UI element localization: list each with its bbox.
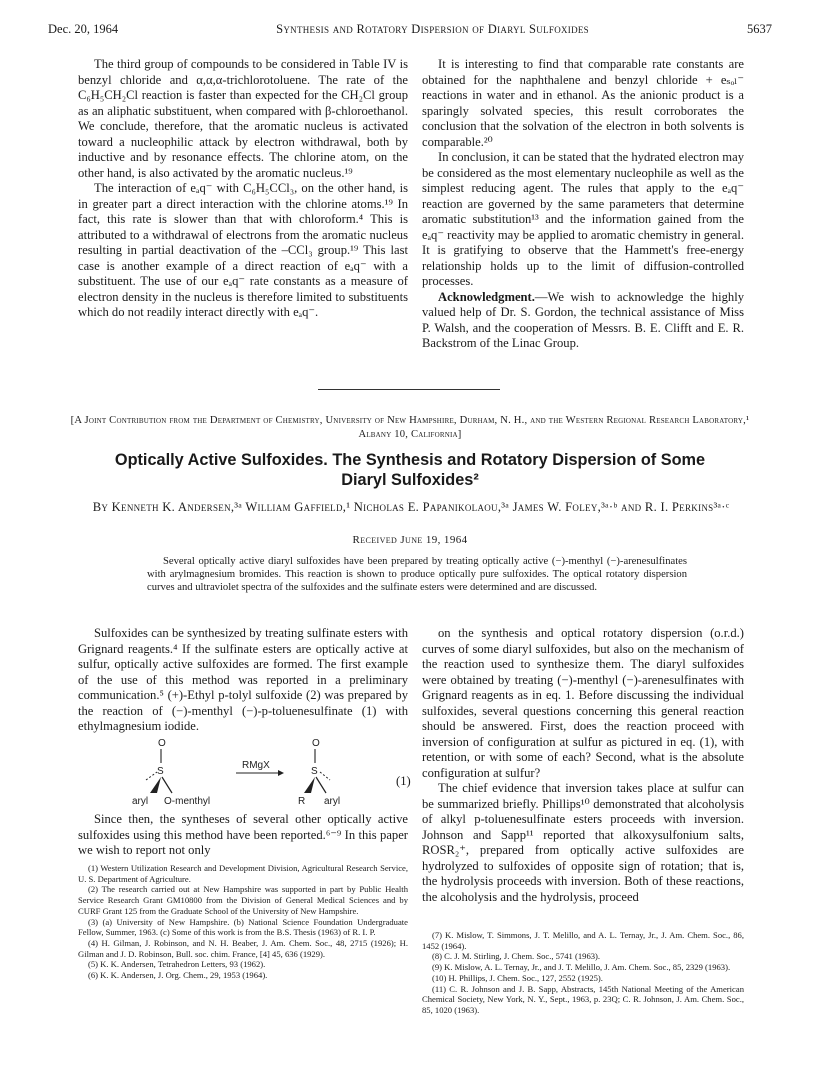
paragraph: The chief evidence that inversion takes place at sulfur can be summarized briefly. Phillips¹⁰ demonstrated that alcoholysis of alkyl p-toluenesulfinate esters proceeds with inversion. Johnson and Sapp¹¹ reported that alkoxysulfonium salts, ROSR₂⁺, prepared from optically active sulfoxides are hydrolyzed to sulfoxides of opposite sign of rotation; that is, the hydrolysis proceeds with inversion. Both of these reactions, the alcoholysis and the hydrolysis, proceed <box>422 781 744 904</box>
contribution-line: [A Joint Contribution from the Department of Chemistry, University of New Hampshire, Durham, N. H., and the Western Regional Research Laboratory,¹ Albany 10, California] <box>70 415 750 440</box>
running-header <box>48 22 772 38</box>
article-title: Optically Active Sulfoxides. The Synthesis and Rotatory Dispersion of Some Diaryl Sulfoxides² <box>114 451 706 489</box>
equation-number: (1) <box>396 774 411 788</box>
paragraph: on the synthesis and optical rotatory dispersion (o.r.d.) curves of some diaryl sulfoxides, but also on the mechanism of the reaction used to synthesize them. The diaryl sulfoxides were obtained by treating (−)-menthyl (−)-arenesulfinates with Grignard reagents as in eq. 1. Before discussing the individual sulfoxides, several questions concerning this general reaction should be answered. First, does the reaction proceed with inversion of configuration at sulfur as pictured in eq. (1), with retention, or with some of each? Second, what is the absolute configuration at sulfur? <box>422 626 744 780</box>
footnotes-right <box>422 930 744 1016</box>
scheme-left-wedge-bond <box>150 777 161 793</box>
scheme-left-oxygen: O <box>158 738 166 749</box>
footnote: (9) K. Mislow, A. L. Ternay, Jr., and J. T. Melillo, J. Am. Chem. Soc., 85, 2329 (1963). <box>432 962 731 973</box>
reaction-scheme <box>132 736 412 808</box>
scheme-right-sulfur: S <box>311 766 318 777</box>
header-running-title: Synthesis and Rotatory Dispersion of Diaryl Sulfoxides <box>276 22 589 36</box>
body-right-column <box>422 626 744 905</box>
acknowledgment-text: —We wish to acknowledge the highly valued help of Dr. S. Gordon, the technical assistance of Miss P. Walsh, and the cooperation of Messrs. B. E. Clifft and E. R. Backstrom of the Linac Group. <box>422 289 744 350</box>
footnote: (4) H. Gilman, J. Robinson, and N. H. Beaber, J. Am. Chem. Soc., 48, 2715 (1926); H. Gilman and J. D. Robinson, Bull. soc. chim. France, [4] 45, 636 (1929). <box>78 937 408 959</box>
abstract: Several optically active diaryl sulfoxides have been prepared by treating optically active (−)-menthyl (−)-arenesulfinates with arylmagnesium bromides. This reaction is shown to produce optically pure sulfoxides. The optical rotatory dispersion curves and ultraviolet spectra of the sulfoxides and the sulfinate esters were determined and are discussed. <box>147 556 687 593</box>
body-left-column <box>78 626 408 735</box>
previous-article-left-column <box>78 57 408 321</box>
footnote: (3) (a) University of New Hampshire. (b) National Science Foundation Undergraduate Fellow, Summer, 1963. (c) Some of this work is from the B.S. Thesis (1963) of R. I. P. <box>78 916 408 938</box>
article-separator-rule <box>318 389 500 390</box>
paragraph: Sulfoxides can be synthesized by treating sulfinate esters with Grignard reagents.⁴ If the sulfinate esters are optically active at sulfur, optically active sulfoxides are formed. The first example of the use of this method was reported in a preliminary communication.⁵ (+)-Ethyl p-tolyl sulfoxide (2) was prepared by the reaction of (−)-menthyl (−)-p-toluenesulfinate (1) with ethylmagnesium iodide. <box>78 626 408 733</box>
paragraph: Since then, the syntheses of several other optically active sulfoxides using this method have been reported.⁶⁻⁹ In this paper we wish to report not only <box>78 812 408 857</box>
footnote: (6) K. K. Andersen, J. Org. Chem., 29, 1953 (1964). <box>88 970 268 981</box>
body-left-column-continued <box>78 812 408 859</box>
footnote: (7) K. Mislow, T. Simmons, J. T. Melillo, and A. L. Ternay, Jr., J. Am. Chem. Soc., 86, 1452 (1964). <box>422 930 744 951</box>
header-page-number: 5637 <box>746 22 772 36</box>
paragraph: It is interesting to find that comparable rate constants are obtained for the naphthalene and benzyl chloride + eₛₒₗ⁻ reactions in water and in ethanol. As the anionic product is a sparingly solvated species, this result corroborates the conclusion that the solvation of the electron in both solvents is comparable.²⁰ <box>422 57 744 149</box>
footnote: (8) C. J. M. Stirling, J. Chem. Soc., 5741 (1963). <box>432 951 601 962</box>
acknowledgment <box>422 290 744 352</box>
footnote: (2) The research carried out at New Hampshire was supported in part by Public Health Service Research Grant GM10800 from the Division of General Medical Sciences and by CURF Grant 125 from the Graduate School of the University of New Hampshire. <box>78 884 408 916</box>
paragraph: In conclusion, it can be stated that the hydrated electron may be considered as the most elementary nucleophile as well as the simplest reducing agent. The rules that apply to the eₐq⁻ reaction are governed by the same parameters that determine aromatic substitution¹³ and the information gained from the eₐq⁻ reactivity may be applied to aromatic chemistry in general. It is gratifying to observe that the Hammett's free-energy relationship holds up to the limit of diffusion-controlled processes. <box>422 150 745 288</box>
scheme-left-omenthyl: O-menthyl <box>164 796 211 807</box>
footnote: (1) Western Utilization Research and Development Division, Agricultural Research Service, U. S. Department of Agriculture. <box>78 863 408 884</box>
footnotes-left <box>78 863 408 981</box>
scheme-right-bond <box>316 777 326 793</box>
footnote: (11) C. R. Johnson and J. B. Sapp, Abstracts, 145th National Meeting of the American Chemical Society, New York, N. Y., Sept., 1963, p. 23Q; C. R. Johnson, J. Am. Chem. Soc., 85, 1020 (1963). <box>422 983 744 1015</box>
scheme-right-wedge-bond <box>304 777 315 793</box>
scheme-arrow-head <box>278 770 284 776</box>
scheme-right-dashed-bond <box>320 772 330 780</box>
scheme-right-oxygen: O <box>312 738 320 749</box>
footnote: (5) K. K. Andersen, Tetrahedron Letters, 93 (1962). <box>88 959 266 970</box>
header-date: Dec. 20, 1964 <box>48 22 119 36</box>
footnote: (10) H. Phillips, J. Chem. Soc., 127, 2552 (1925). <box>432 972 603 983</box>
author-list: By Kenneth K. Andersen,³ᵃ William Gaffield,¹ Nicholas E. Papanikolaou,³ᵃ James W. Foley,³ᵃ·ᵇ and R. I. Perkins³ᵃ·ᶜ <box>92 500 730 514</box>
scheme-reagent: RMgX <box>242 760 270 771</box>
acknowledgment-label: Acknowledgment. <box>438 289 535 304</box>
scheme-left-sulfur: S <box>157 766 164 777</box>
scheme-right-r-group: R <box>298 796 306 807</box>
paragraph: The third group of compounds to be considered in Table IV is benzyl chloride and α,α,α-trichlorotoluene. The rate of the C₆H₅CH₂Cl reaction is faster than expected for the CH₂Cl group as an aliphatic substituent, when compared with β-chloroethanol. We conclude, therefore, that the aromatic nucleus is activated toward a nucleophilic attack by electron withdrawal, both by inductive and by resonance effects. The chlorine atom, on the other hand, is also activated by the aromatic nucleus.¹⁹ <box>78 57 408 180</box>
scheme-left-dashed-bond <box>146 772 157 780</box>
received-date: Received June 19, 1964 <box>352 534 468 546</box>
scheme-left-aryl: aryl <box>132 796 149 807</box>
scheme-left-bond <box>162 777 172 793</box>
paragraph: The interaction of eₐq⁻ with C₆H₅CCl₃, on the other hand, is in greater part a direct interaction with the chlorine atoms.¹⁹ In fact, this rate is slower than that with chloroform.⁴ This is attributed to a withdrawal of electrons from the aromatic nucleus resulting in partial deactivation of the –CCl₃ group.¹⁹ This last case is another example of a direct reaction of eₐq⁻ with a substituent. The use of our eₐq⁻ rate constants as a measure of electron density in the nucleus is therefore limited to substituents which do not readily interact directly with eₐq⁻. <box>78 181 408 319</box>
scheme-right-aryl: aryl <box>324 796 341 807</box>
previous-article-right-column <box>422 57 744 352</box>
